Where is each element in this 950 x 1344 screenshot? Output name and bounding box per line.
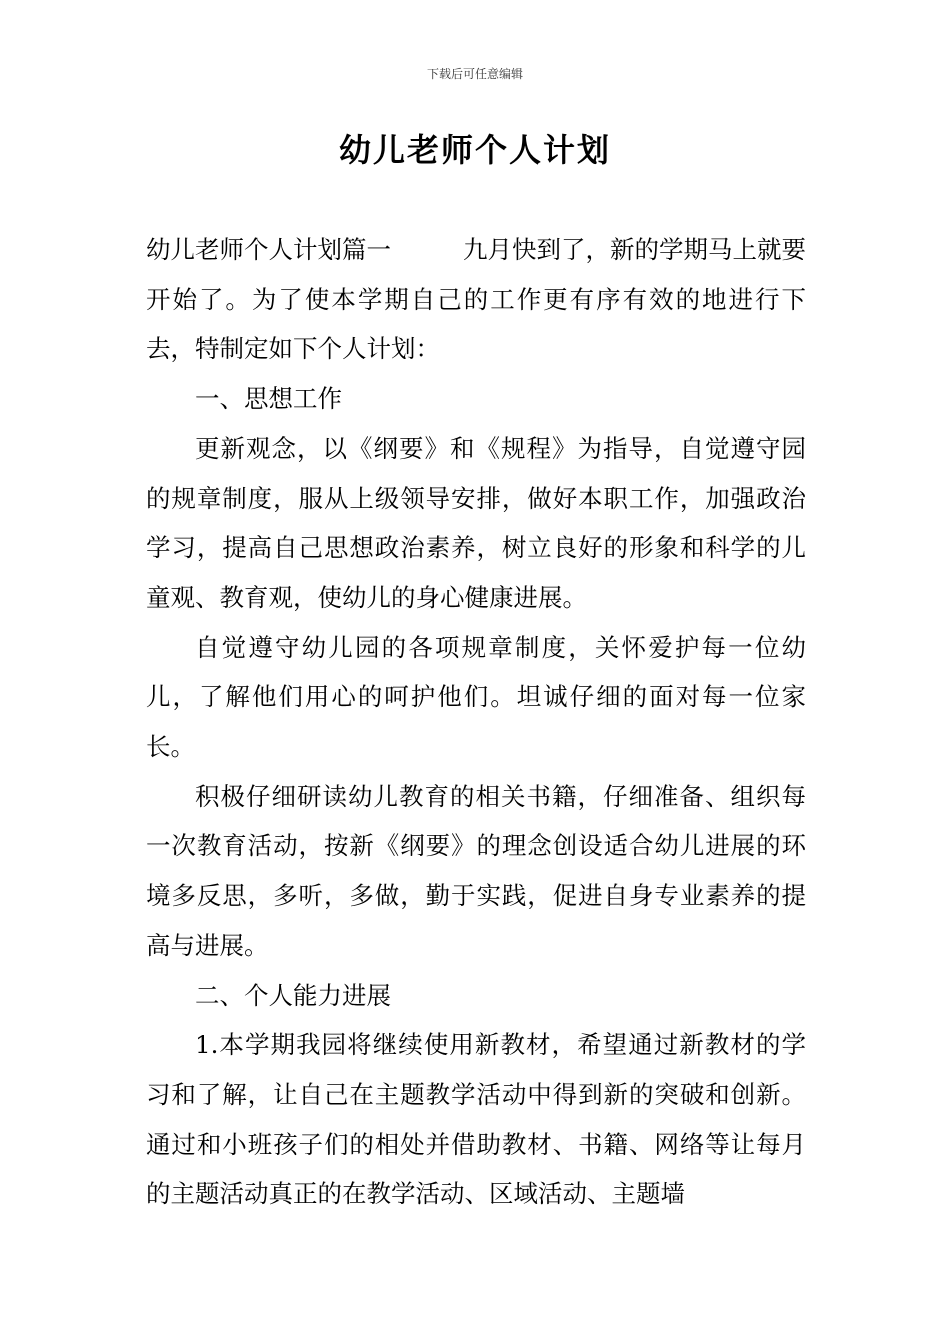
- intro-paragraph: [146, 225, 806, 374]
- header-note: 下载后可任意编辑: [426, 67, 523, 81]
- paragraph: 积极仔细研读幼儿教育的相关书籍，仔细准备、组织每一次教育活动，按新《纲要》的理念创设适合幼儿进展的环境多反思，多听，多做，勤于实践，促进自身专业素养的提高与进展。: [146, 781, 806, 960]
- paragraph: 自觉遵守幼儿园的各项规章制度，关怀爱护每一位幼儿，了解他们用心的呵护他们。坦诚仔细的面对每一位家长。: [146, 632, 806, 762]
- document-title: 幼儿老师个人计划: [338, 131, 611, 169]
- section-heading-thought: 一、思想工作: [195, 384, 342, 414]
- section-heading-ability: 二、个人能力进展: [195, 980, 391, 1010]
- section-heading-1: 幼儿老师个人计划篇一: [146, 235, 391, 264]
- intro-text: 九月快到了，新的学期马上就要开始了。为了使本学期自己的工作更有序有效的地进行下去，特制定如下个人计划：: [146, 235, 806, 364]
- document-body: [146, 225, 806, 1219]
- paragraph: 更新观念，以《纲要》和《规程》为指导，自觉遵守园的规章制度，服从上级领导安排，做好本职工作，加强政治学习，提高自己思想政治素养，树立良好的形象和科学的儿童观、教育观，使幼儿的身心健康进展。: [146, 433, 806, 612]
- paragraph: 1.本学期我园将继续使用新教材，希望通过新教材的学习和了解，让自己在主题教学活动中得到新的突破和创新。通过和小班孩子们的相处并借助教材、书籍、网络等让每月的主题活动真正的在教学活动、区域活动、主题墙: [146, 1030, 806, 1209]
